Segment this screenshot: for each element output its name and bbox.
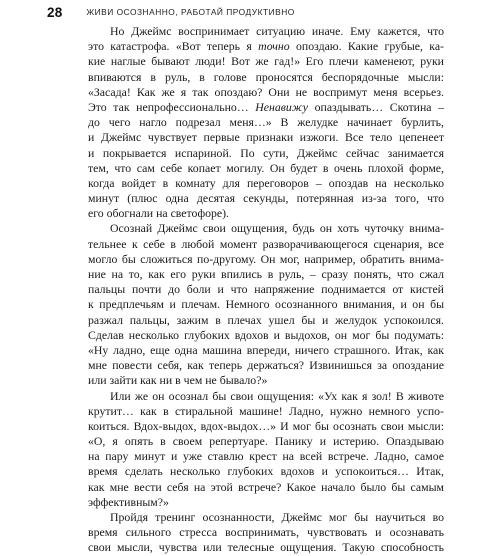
text-segment: опоздаю. Какие грубые, ка-: [289, 39, 444, 54]
text-segment: пальцы почти до боли и что напряжение поднимается от кистей: [88, 282, 444, 297]
text-line: [88, 495, 444, 510]
text-segment: «О, я опять в своем репертуаре. Панику и истерию. Опаздываю: [88, 434, 444, 449]
text-segment: Пройдя тренинг осознанности, Джеймс мог бы научиться во: [110, 510, 444, 524]
page-header: [47, 4, 467, 20]
text-segment: ние на то, как его руки впились в руль, – сразу понять, что сжал: [88, 267, 444, 281]
text-line: [88, 130, 444, 145]
text-line: [88, 161, 444, 176]
text-line: [88, 434, 444, 449]
text-line: [88, 313, 444, 328]
text-segment: как мне вести себя на этой встрече? Какое начало было бы самым: [88, 479, 444, 494]
text-line: [88, 373, 444, 388]
text-line: [88, 70, 444, 85]
text-segment: на пару минут и уже ставлю крест на всей встрече. Ладно, самое: [88, 449, 444, 464]
text-line: [88, 419, 444, 434]
text-segment: Или же он осознал бы свои ощущения: «Ух как я зол! В животе: [110, 388, 444, 403]
text-line: [88, 115, 444, 130]
text-line: [88, 525, 444, 540]
text-line: [88, 343, 444, 358]
text-segment: тельнее к себе в любой момент разворачивающегося сценария, все: [88, 236, 444, 251]
text-segment: «Засада! Как же я так опоздаю? Они не воспримут меня всерьез.: [88, 84, 444, 99]
text-segment: время сделать несколько глубоких вдохов и успокоиться… Итак,: [88, 464, 444, 479]
text-segment: минут (плюс одна десятая секунды, потерянная из-за того, что: [88, 191, 444, 206]
text-segment: крутит… как в стиральной машине! Ладно, нужно немного успо-: [88, 403, 444, 418]
text-line: [88, 282, 444, 297]
text-segment: впиваются в руль, в голове проносятся беспорядочные мысли:: [88, 69, 444, 84]
text-line: [88, 146, 444, 161]
text-segment: коиться. Вдох-выдох, вдох-выдох…» И мог бы осознать свои мысли:: [88, 418, 444, 433]
text-segment: это катастрофа. «Вот теперь я: [88, 39, 259, 54]
text-line: [88, 297, 444, 312]
text-line: [88, 191, 444, 206]
text-segment: до чего нагло подрезал меня…» В желудке начинает бурлить,: [88, 115, 444, 130]
body-text: [88, 24, 444, 556]
text-segment: свои мысли, чувства или телесные ощущения. Такую способность: [88, 540, 444, 555]
text-segment: кие наглые бывают люди! Вот же гад!» Его плечи каменеют, руки: [88, 54, 444, 69]
text-segment: Но Джеймс воспринимает ситуацию иначе. Ему кажется, что: [110, 24, 444, 38]
paragraph: [88, 510, 444, 556]
paragraph: [88, 24, 444, 221]
text-segment: к предплечьям и плечам. Немного осознанного внимания, и он бы: [88, 297, 444, 312]
text-line: [88, 221, 444, 236]
italic-text: Ненавижу: [255, 99, 308, 114]
text-segment: или зайти как ни в чем не бывало?»: [88, 373, 268, 388]
text-line: [88, 464, 444, 479]
text-line: [88, 176, 444, 191]
text-segment: Это так непрофессионально…: [88, 99, 256, 114]
text-line: [88, 39, 444, 54]
text-line: [88, 237, 444, 252]
text-line: [88, 510, 444, 525]
text-line: [88, 540, 444, 555]
paragraph: [88, 221, 444, 388]
running-title: ЖИВИ ОСОЗНАННО, РАБОТАЙ ПРОДУКТИВНО: [86, 7, 295, 17]
text-segment: мне повести себя, как теперь держаться? Извинишься за опоздание: [88, 358, 444, 373]
text-line: [88, 100, 444, 115]
text-line: [88, 358, 444, 373]
text-segment: и покрывается испариной. По сути, Джеймс сейчас занимается: [88, 145, 444, 160]
text-line: [88, 252, 444, 267]
text-line: [88, 449, 444, 464]
text-segment: Осознай Джеймс свои ощущения, будь он хоть чуточку внима-: [110, 221, 444, 236]
text-line: [88, 404, 444, 419]
paragraph: [88, 389, 444, 511]
text-segment: Сделав несколько глубоких вдохов и выдохов, он мог бы подумать:: [88, 327, 444, 342]
text-segment: его обогнали на светофоре).: [88, 206, 229, 221]
text-segment: разжал пальцы, зажим в плечах ушел бы и желудок успокоился.: [88, 312, 444, 327]
text-line: [88, 85, 444, 100]
text-line: [88, 24, 444, 39]
text-segment: опаздывать… Скотина –: [308, 99, 444, 114]
text-segment: могло бы сложиться по-другому. Он мог, например, обратить внима-: [88, 251, 444, 266]
text-segment: время сильного стресса воспринимать, чувствовать и осознавать: [88, 525, 444, 540]
page-number: 28: [47, 4, 63, 20]
text-line: [88, 206, 444, 221]
text-segment: тем, что сам себе копает могилу. Он будет в очень плохой форме,: [88, 160, 444, 175]
text-segment: «Ну ладно, еще одна машина впереди, ничего страшного. Итак, как: [88, 342, 444, 357]
text-line: [88, 328, 444, 343]
text-line: [88, 267, 444, 282]
text-segment: эффективным?»: [88, 494, 169, 509]
text-segment: когда войдет в комнату для переговоров – опоздав на несколько: [88, 175, 444, 190]
text-line: [88, 389, 444, 404]
text-segment: и Джеймс чувствует первые признаки изжоги. Все тело цепенеет: [88, 130, 444, 145]
italic-text: точно: [258, 39, 290, 54]
text-line: [88, 480, 444, 495]
text-line: [88, 54, 444, 69]
